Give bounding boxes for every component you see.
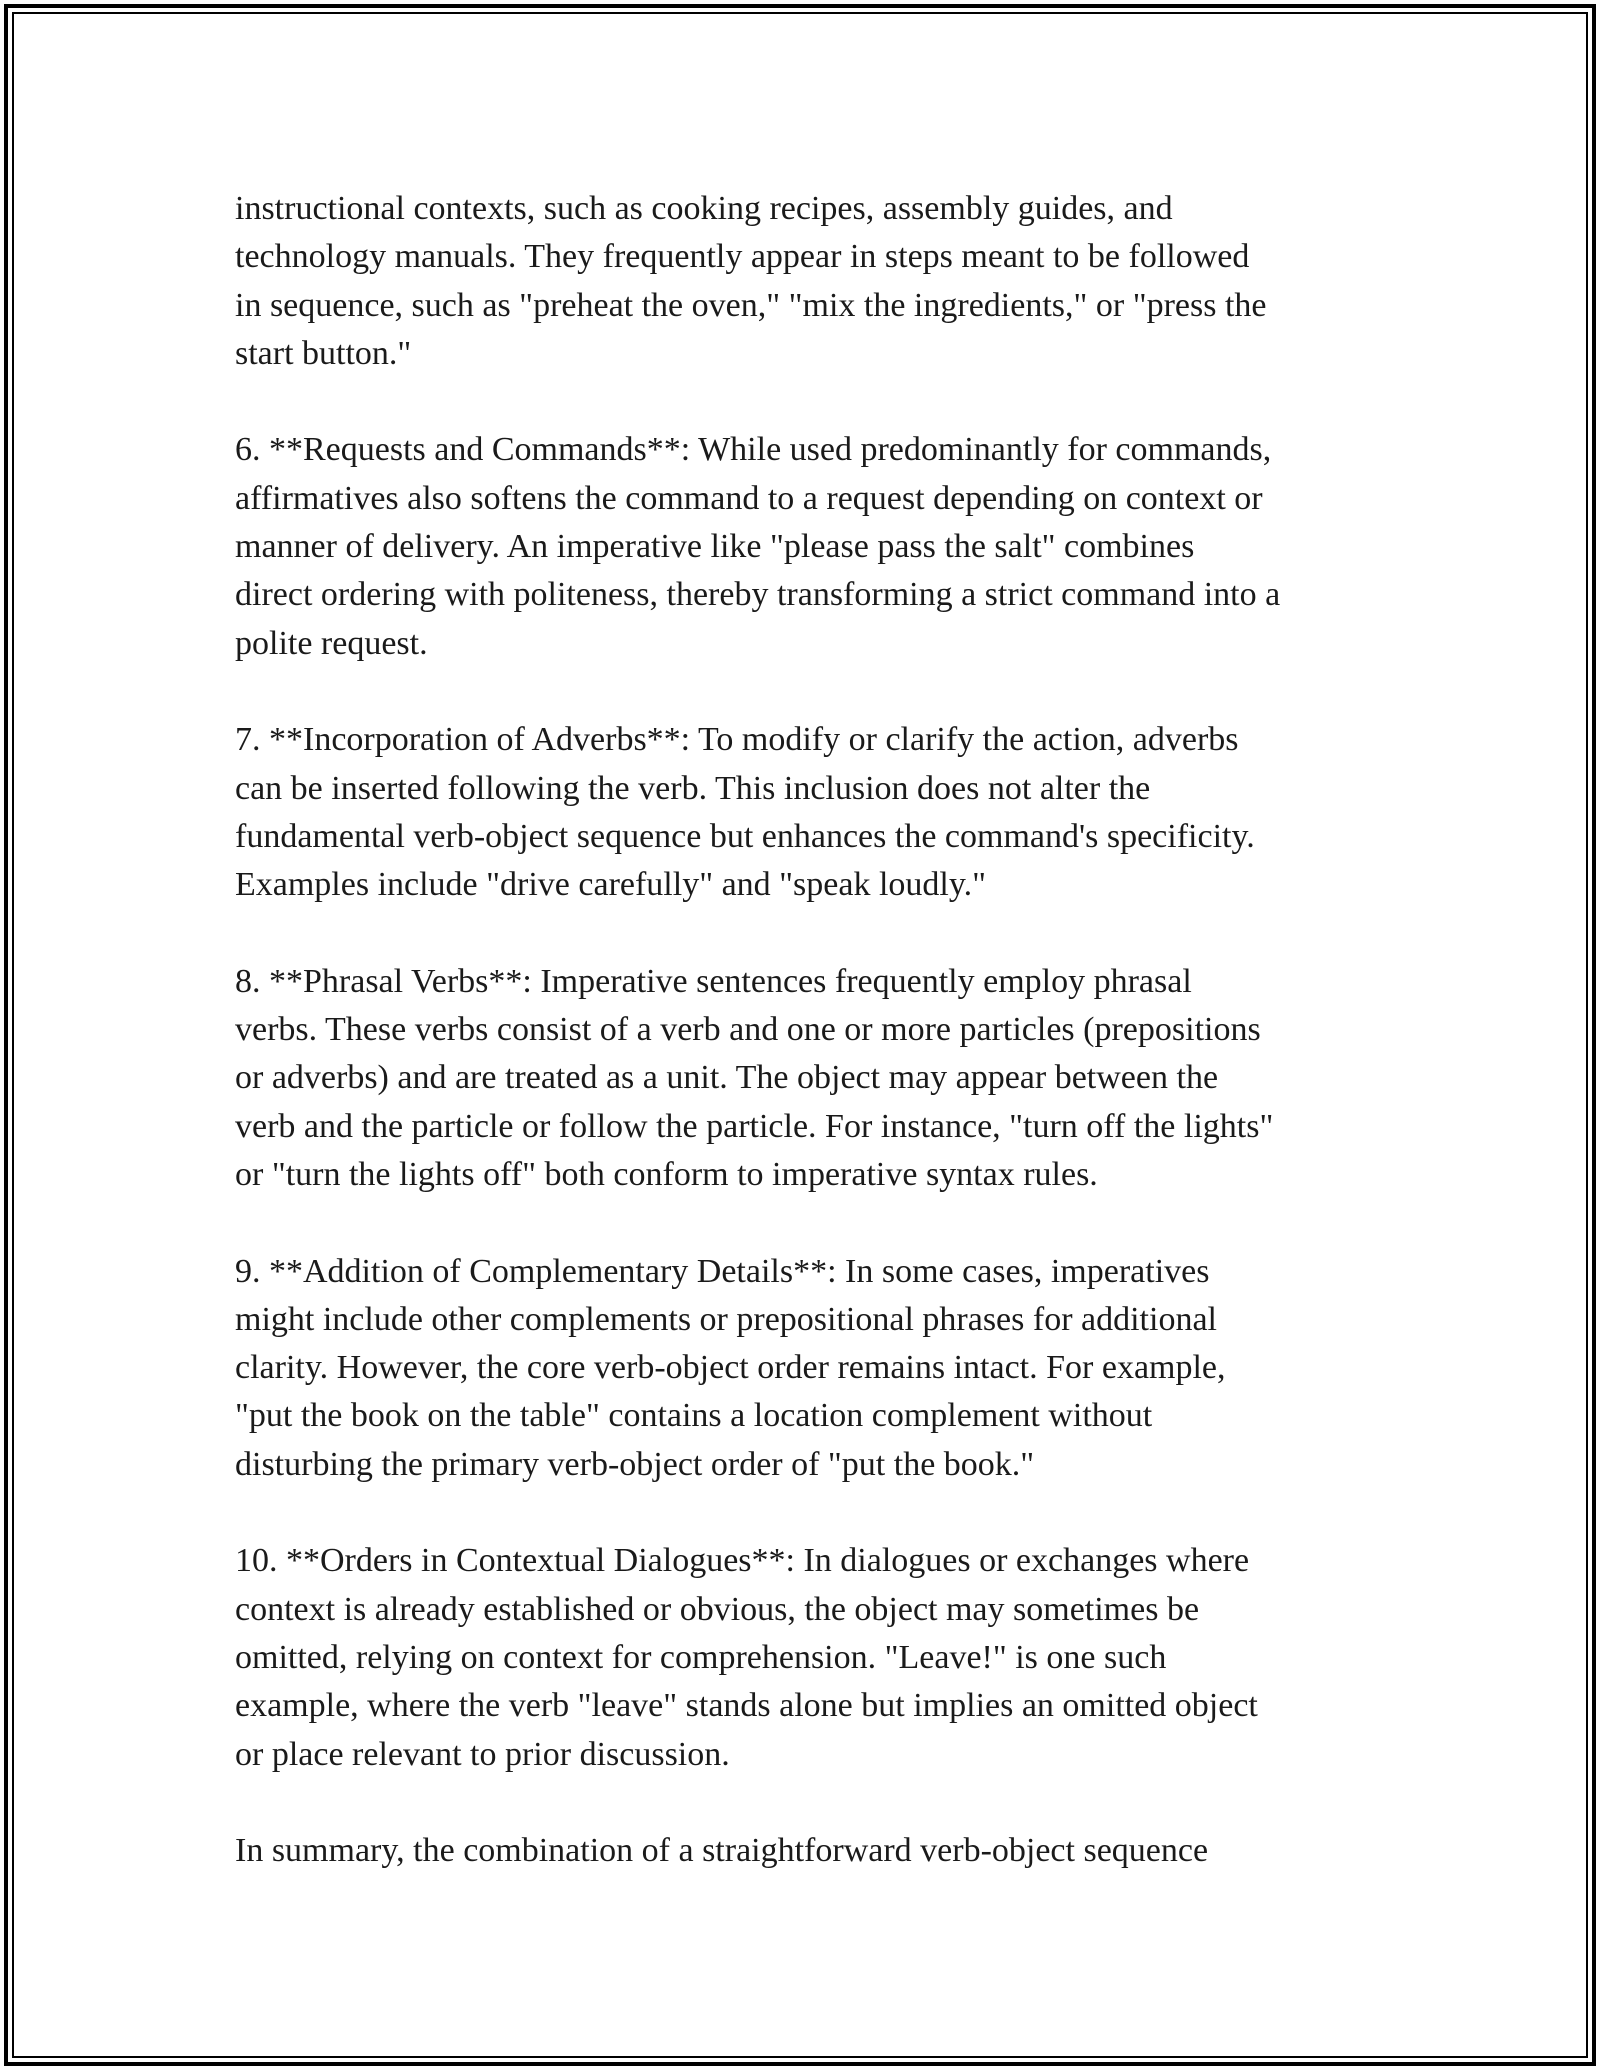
text-line: technology manuals. They frequently appear in steps meant to be followed xyxy=(235,238,1250,276)
text-line: In summary, the combination of a straightforward verb-object sequence xyxy=(235,1832,1209,1870)
text-line: disturbing the primary verb-object order of "put the book." xyxy=(235,1445,1035,1483)
text-line: 6. **Requests and Commands**: While used predominantly for commands, xyxy=(235,431,1272,469)
paragraph-summary xyxy=(235,1827,1375,1875)
document-body xyxy=(235,185,1375,1875)
paragraph-contextual-dialogues xyxy=(235,1537,1375,1778)
paragraph-requests-and-commands xyxy=(235,426,1375,667)
text-line: direct ordering with politeness, thereby transforming a strict command into a xyxy=(235,576,1281,614)
paragraph-complementary-details xyxy=(235,1248,1375,1489)
text-line: or adverbs) and are treated as a unit. The object may appear between the xyxy=(235,1059,1219,1097)
paragraph-incorporation-of-adverbs xyxy=(235,716,1375,909)
text-line: in sequence, such as "preheat the oven," "mix the ingredients," or "press the xyxy=(235,286,1267,324)
text-line: 8. **Phrasal Verbs**: Imperative sentences frequently employ phrasal xyxy=(235,962,1192,1000)
text-line: 9. **Addition of Complementary Details**: In some cases, imperatives xyxy=(235,1252,1210,1290)
text-line: can be inserted following the verb. This inclusion does not alter the xyxy=(235,769,1151,807)
paragraph-phrasal-verbs xyxy=(235,958,1375,1199)
text-line: example, where the verb "leave" stands alone but implies an omitted object xyxy=(235,1687,1258,1725)
text-line: or place relevant to prior discussion. xyxy=(235,1735,730,1773)
text-line: manner of delivery. An imperative like "please pass the salt" combines xyxy=(235,528,1195,566)
paragraph-continuation xyxy=(235,185,1375,378)
text-line: verb and the particle or follow the particle. For instance, "turn off the lights" xyxy=(235,1107,1274,1145)
text-line: fundamental verb-object sequence but enhances the command's specificity. xyxy=(235,817,1255,855)
text-line: affirmatives also softens the command to a request depending on context or xyxy=(235,479,1263,517)
text-line: or "turn the lights off" both conform to imperative syntax rules. xyxy=(235,1155,1098,1193)
text-line: context is already established or obvious, the object may sometimes be xyxy=(235,1590,1200,1628)
text-line: verbs. These verbs consist of a verb and one or more particles (prepositions xyxy=(235,1011,1261,1049)
text-line: Examples include "drive carefully" and "speak loudly." xyxy=(235,866,987,904)
text-line: "put the book on the table" contains a location complement without xyxy=(235,1397,1153,1435)
text-line: clarity. However, the core verb-object order remains intact. For example, xyxy=(235,1349,1226,1387)
text-line: might include other complements or prepositional phrases for additional xyxy=(235,1300,1217,1338)
text-line: polite request. xyxy=(235,624,428,662)
text-line: instructional contexts, such as cooking recipes, assembly guides, and xyxy=(235,190,1173,227)
text-line: 10. **Orders in Contextual Dialogues**: In dialogues or exchanges where xyxy=(235,1542,1250,1580)
text-line: start button." xyxy=(235,334,412,372)
text-line: omitted, relying on context for comprehension. "Leave!" is one such xyxy=(235,1638,1167,1676)
text-line: 7. **Incorporation of Adverbs**: To modify or clarify the action, adverbs xyxy=(235,721,1239,759)
